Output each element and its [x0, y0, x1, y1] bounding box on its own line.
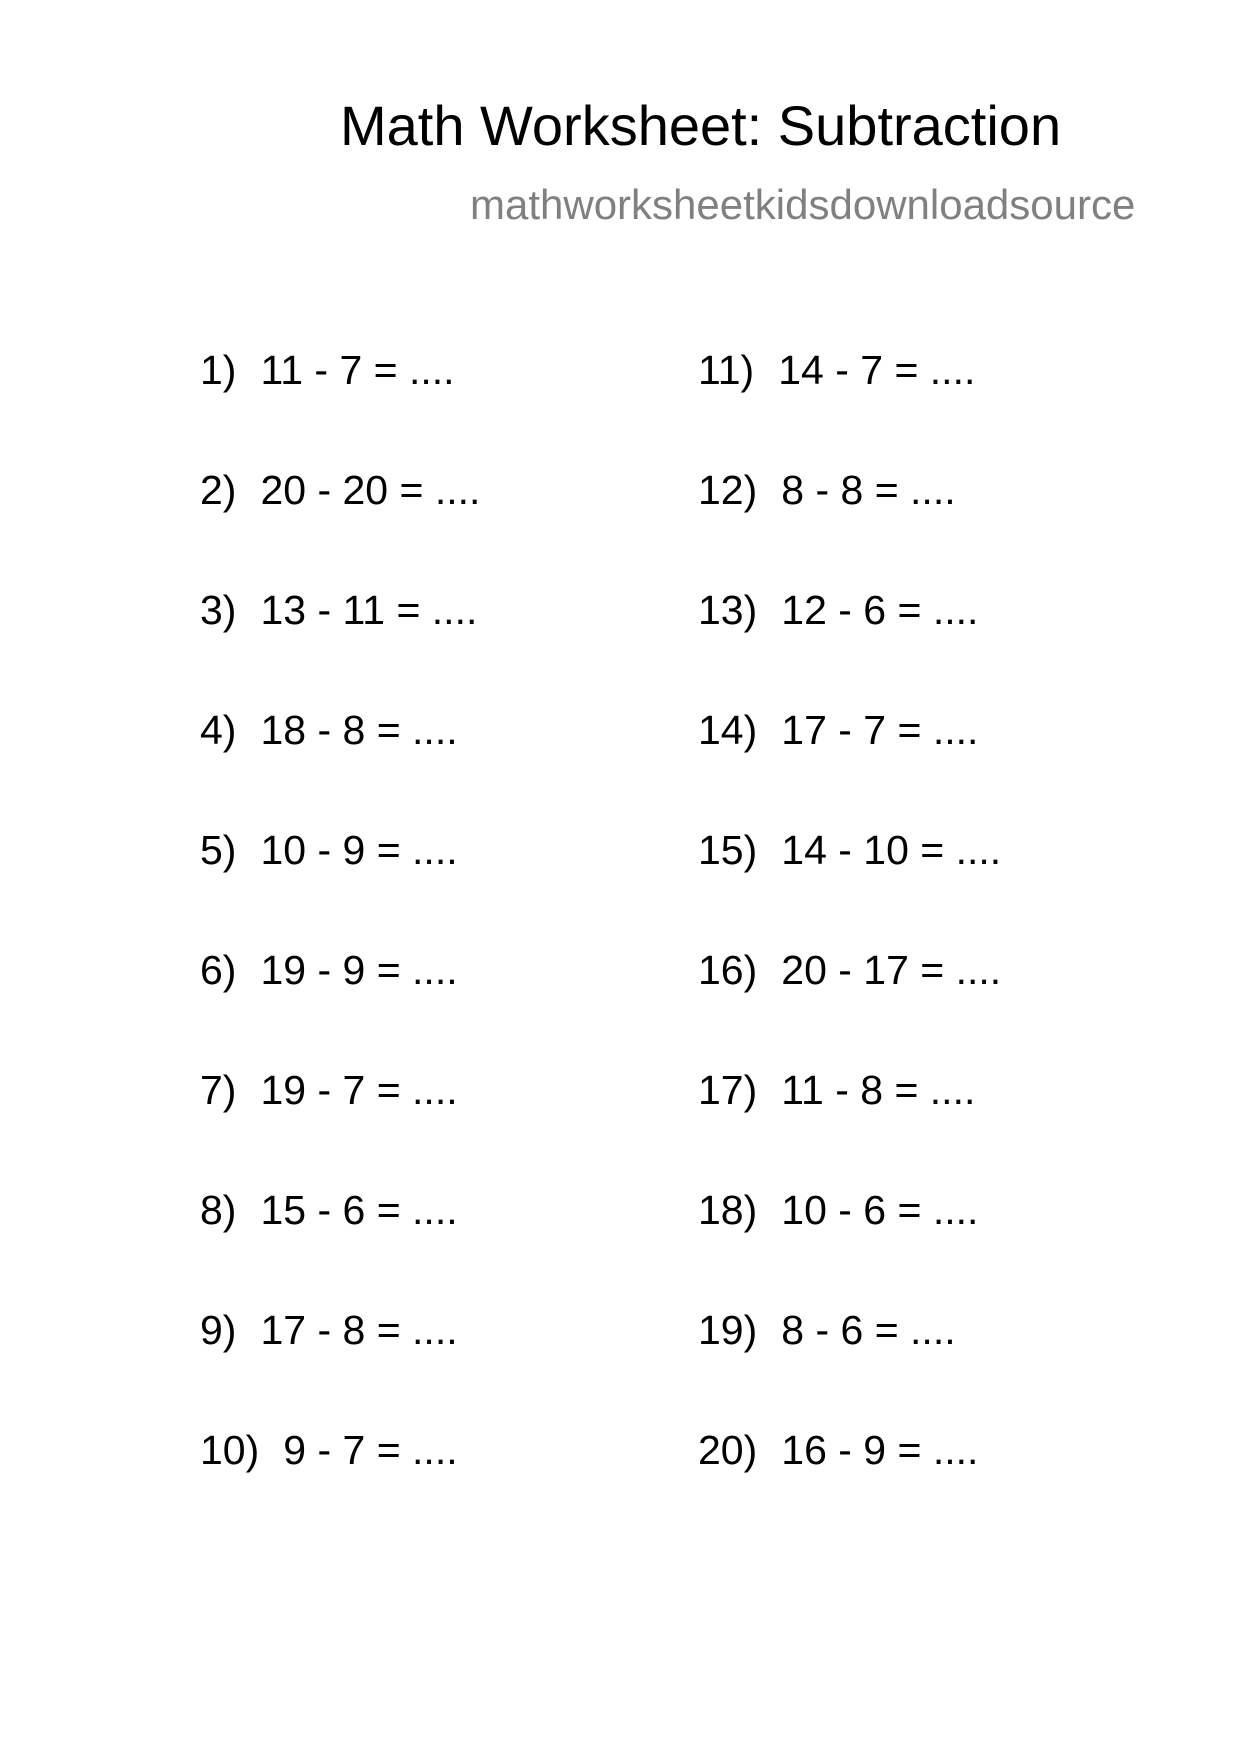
problem-expression: 20 - 20 = ....: [260, 467, 481, 513]
source-label: mathworksheetkidsdownloadsource: [470, 181, 1136, 228]
problem-expression: 14 - 7 = ....: [778, 347, 976, 393]
problem-number: 7): [200, 1067, 237, 1113]
problem-expression: 16 - 9 = ....: [781, 1427, 979, 1473]
problem-number: 2): [200, 467, 237, 513]
problem-20: [698, 1427, 1001, 1550]
problem-number: 3): [200, 587, 237, 633]
problem-number: 15): [698, 827, 758, 873]
problem-expression: 14 - 10 = ....: [781, 827, 1002, 873]
problem-number: 12): [698, 467, 758, 513]
problem-number: 20): [698, 1427, 758, 1473]
problem-number: 1): [200, 347, 237, 393]
problem-expression: 8 - 8 = ....: [781, 467, 956, 513]
problem-number: 8): [200, 1187, 237, 1233]
problem-expression: 10 - 6 = ....: [781, 1187, 979, 1233]
problem-8: [200, 1187, 480, 1310]
problem-number: 10): [200, 1427, 260, 1473]
problem-number: 11): [698, 347, 755, 393]
problem-expression: 19 - 7 = ....: [260, 1067, 458, 1113]
problem-5: [200, 827, 480, 950]
problem-1: [200, 347, 480, 470]
problem-number: 16): [698, 947, 758, 993]
problem-number: 18): [698, 1187, 758, 1233]
problem-16: [698, 947, 1002, 1070]
problem-3: [200, 587, 480, 710]
problem-expression: 10 - 9 = ....: [260, 827, 458, 873]
problem-expression: 9 - 7 = ....: [283, 1427, 458, 1473]
problem-number: 19): [698, 1307, 758, 1353]
problem-19: [698, 1307, 1001, 1430]
problem-expression: 17 - 8 = ....: [260, 1307, 458, 1353]
problem-expression: 15 - 6 = ....: [260, 1187, 458, 1233]
problem-expression: 11 - 8 = ....: [781, 1067, 976, 1113]
problem-number: 6): [200, 947, 237, 993]
problem-expression: 12 - 6 = ....: [781, 587, 979, 633]
problem-expression: 11 - 7 = ....: [260, 347, 455, 393]
page-title: Math Worksheet: Subtraction: [340, 94, 1062, 157]
problem-number: 5): [200, 827, 237, 873]
problem-13: [698, 587, 1001, 710]
problem-expression: 13 - 11 = ....: [260, 587, 478, 633]
problem-18: [698, 1187, 1001, 1310]
problem-10: [200, 1427, 480, 1550]
problem-12: [698, 467, 1001, 590]
problem-expression: 17 - 7 = ....: [781, 707, 979, 753]
problem-2: [200, 467, 481, 590]
problem-expression: 18 - 8 = ....: [260, 707, 458, 753]
problem-7: [200, 1067, 480, 1190]
problem-expression: 8 - 6 = ....: [781, 1307, 956, 1353]
problem-14: [698, 707, 1001, 830]
problem-15: [698, 827, 1002, 950]
problem-number: 14): [698, 707, 758, 753]
problem-4: [200, 707, 480, 830]
left-problem-column: [200, 347, 481, 1550]
problem-9: [200, 1307, 480, 1430]
right-problem-column: [698, 347, 1002, 1550]
problem-17: [698, 1067, 1001, 1190]
problem-11: [698, 347, 1001, 470]
problem-expression: 20 - 17 = ....: [781, 947, 1002, 993]
problem-number: 17): [698, 1067, 758, 1113]
problem-6: [200, 947, 480, 1070]
problem-expression: 19 - 9 = ....: [260, 947, 458, 993]
problem-number: 13): [698, 587, 758, 633]
problem-number: 9): [200, 1307, 237, 1353]
problem-number: 4): [200, 707, 237, 753]
